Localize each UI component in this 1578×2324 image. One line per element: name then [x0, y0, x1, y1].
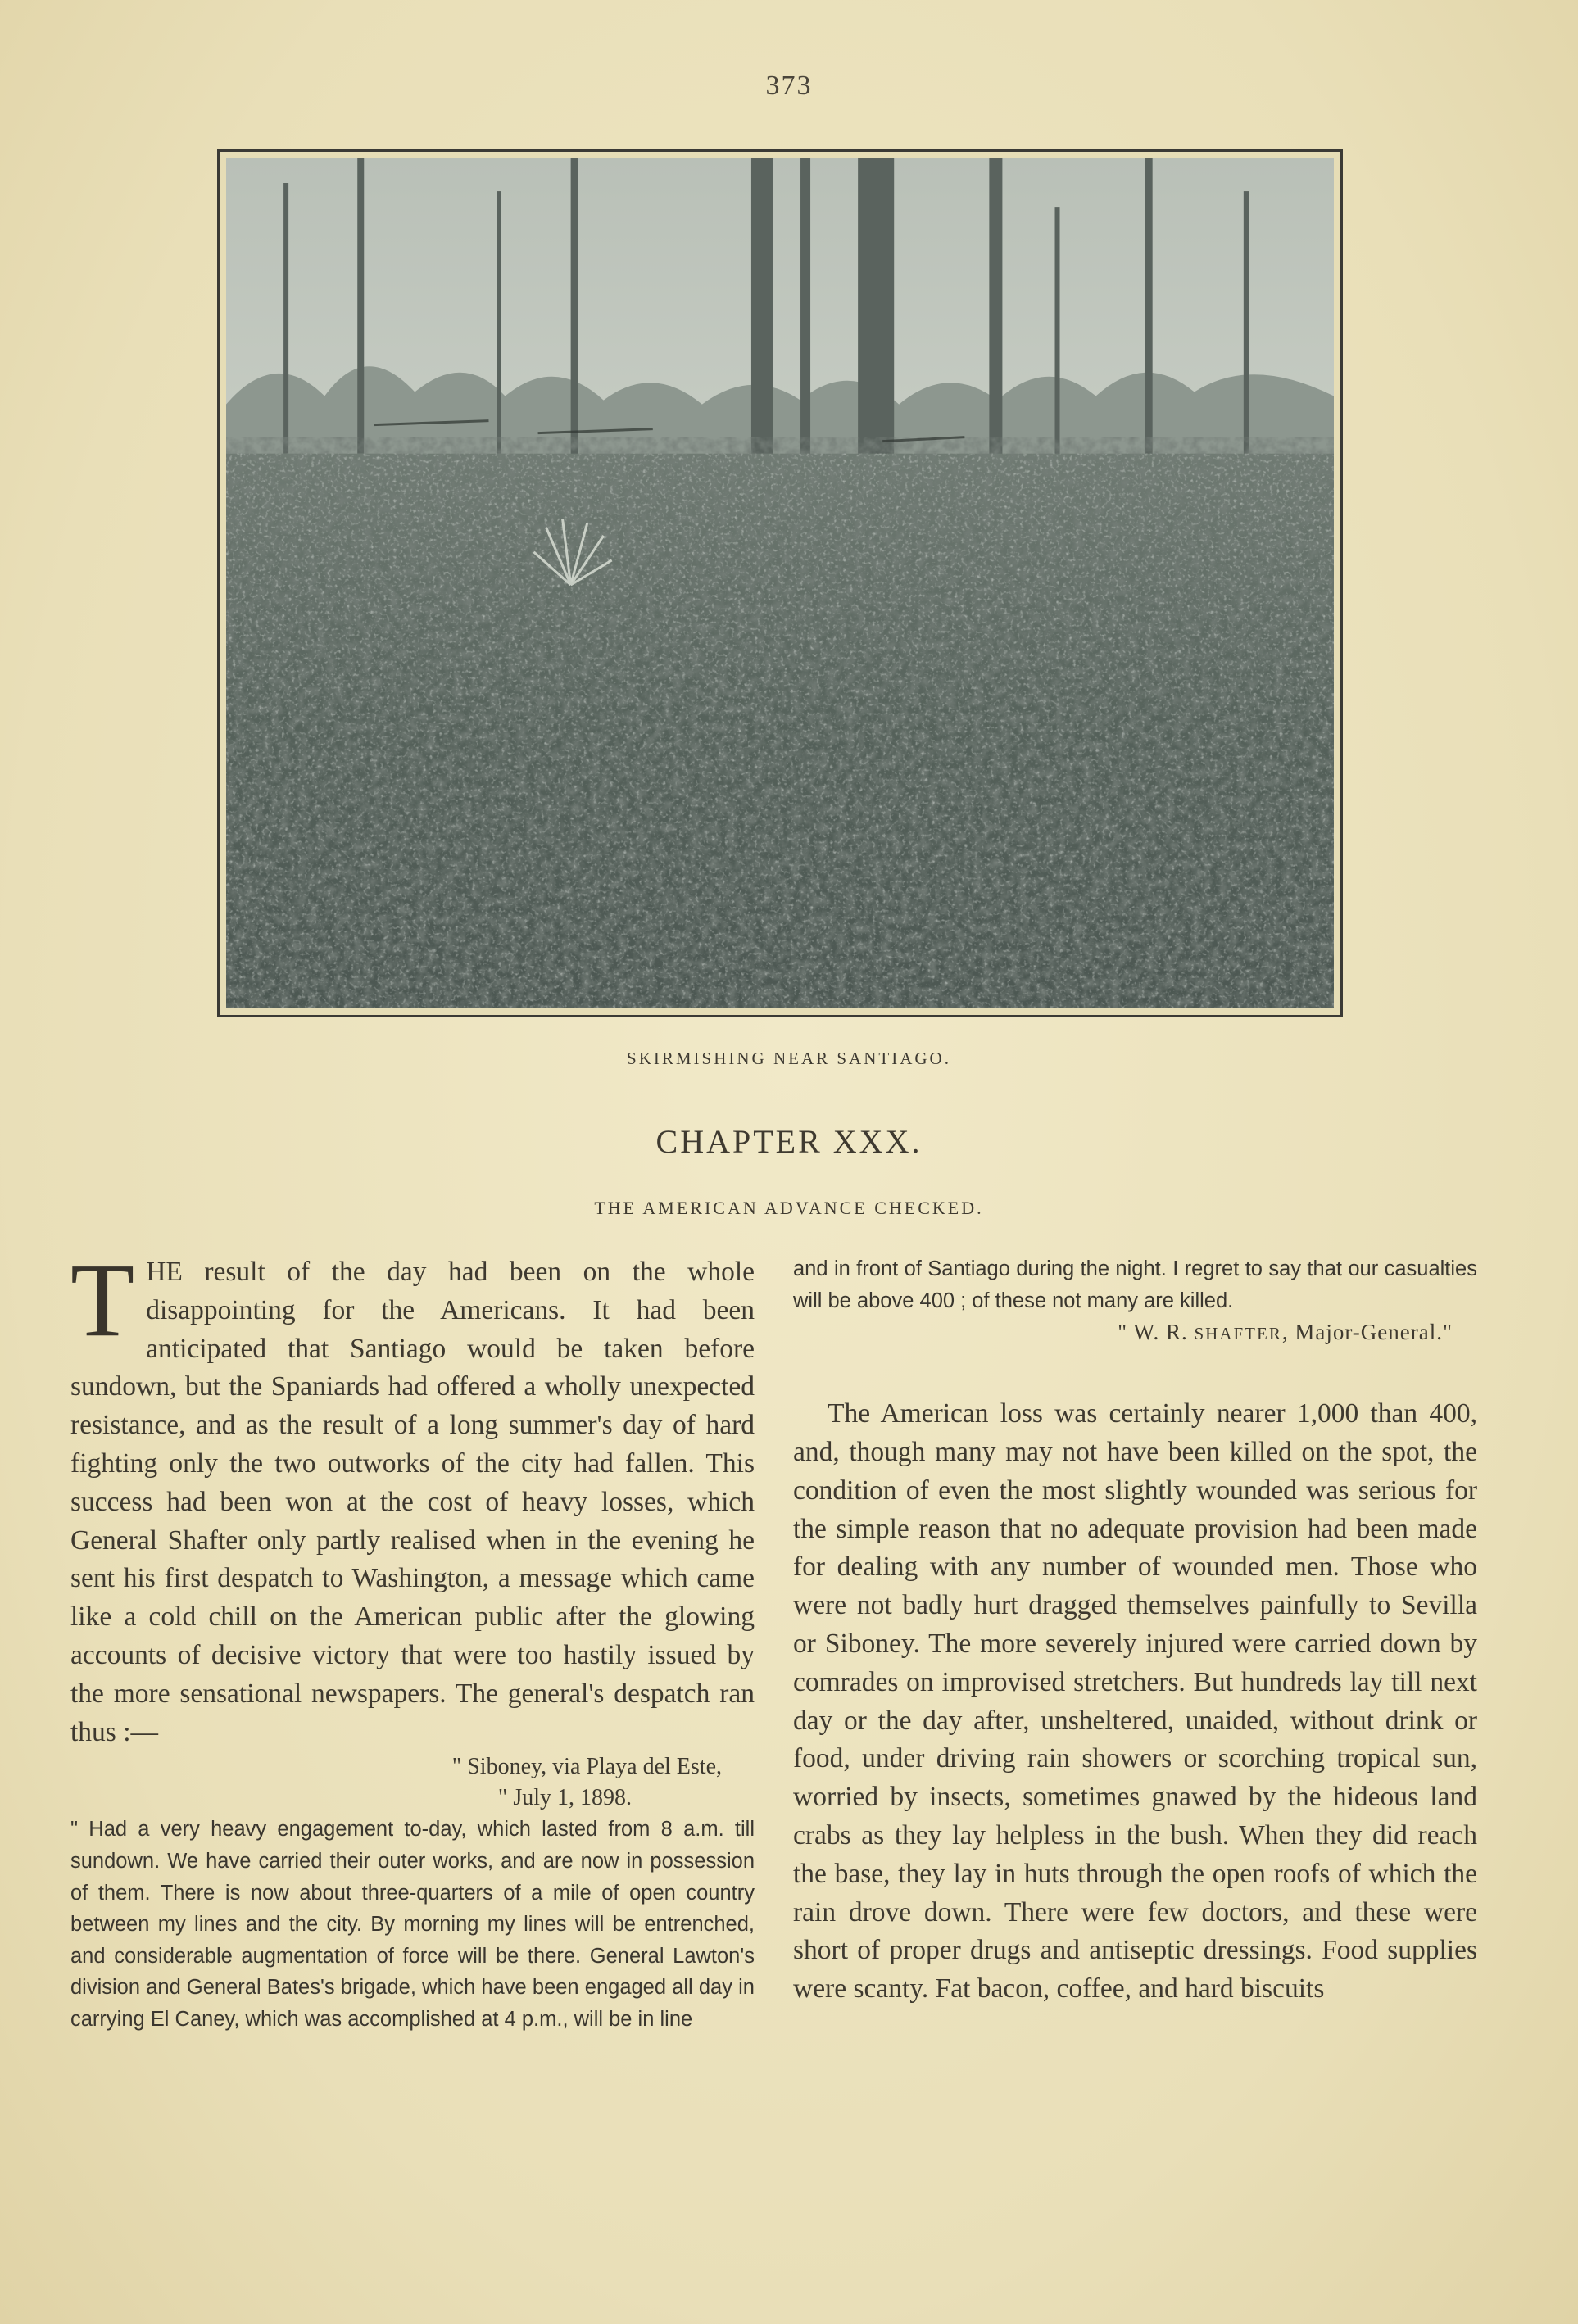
- body-paragraph: The American loss was certainly nearer 1,000 than 400, and, though many may not have been killed on the spot, the condition of even the most slightly wounded was serious for the simple reason that no adequate provision had been made for dealing with any number of wounded men. Those who were not badly hurt dragged themselves painfully to Sevilla or Siboney. The more severely injured were carried down by comrades on improvised stretchers. But hundreds lay till next day or the day after, unsheltered, unaided, without drink or food, under driving rain showers or scorching tropical sun, worried by insects, sometimes gnawed by the hideous land crabs as they lay helpless in the bush. When they did reach the base, they lay in huts through the open roofs of which the rain drove down. There were few doctors, and these were short of proper drugs and antiseptic dressings. Food supplies were scanty. Fat bacon, coffee, and hard biscuits: [793, 1398, 1477, 2005]
- despatch-text: " Had a very heavy engagement to-day, which lasted from 8 a.m. till sundown. We have carried their outer works, and are now in possession of them. There is now about three-quarters of a mile of open country between my lines and the city. By morning my lines will be entrenched, and considerable augmentation of force will be there. General Lawton's division and General Bates's brigade, which have been engaged all day in carrying El Caney, which was accomplished at 4 p.m., will be in line: [70, 1818, 755, 2031]
- despatch-signature: [793, 1316, 1477, 1349]
- figure-caption: SKIRMISHING NEAR SANTIAGO.: [627, 1049, 951, 1068]
- drop-cap: T: [70, 1242, 135, 1358]
- dateline-place: " Siboney, via Playa del Este,: [451, 1754, 722, 1780]
- photo-figure: [217, 149, 1343, 1017]
- opening-paragraph: [70, 1242, 755, 1751]
- despatch-continued: and in front of Santiago during the night. I regret to say that our casualties will be above 400 ; of these not many are killed.: [793, 1257, 1477, 1312]
- dateline-date: " July 1, 1898.: [497, 1785, 632, 1811]
- skirmish-photo: [226, 158, 1334, 1008]
- chapter-title: CHAPTER XXX.: [655, 1123, 923, 1160]
- page-number: 373: [765, 70, 813, 101]
- right-column: [793, 1253, 1477, 2009]
- left-column: [70, 1242, 755, 2036]
- opening-paragraph-text: HE result of the day had been on the whole disappointing for the Americans. It had been anticipated that Santiago would be taken before sundown, but the Spaniards had offered a wholly unexpected resistance, and as the result of a long summer's day of hard fighting only the two outworks of the city had fallen. This success had been won at the cost of heavy losses, which General Shafter only partly realised when in the evening he sent his first despatch to Washington, a message which came like a cold chill on the American public after the glowing accounts of decisive victory that were too hastily issued by the more sensational newspapers. The general's despatch ran thus :—: [70, 1257, 755, 1747]
- signature-prefix: " W. R.: [1118, 1320, 1195, 1345]
- chapter-subtitle: THE AMERICAN ADVANCE CHECKED.: [594, 1198, 984, 1218]
- signature-name: SHAFTER: [1194, 1324, 1282, 1344]
- signature-suffix: , Major-General.": [1281, 1320, 1453, 1345]
